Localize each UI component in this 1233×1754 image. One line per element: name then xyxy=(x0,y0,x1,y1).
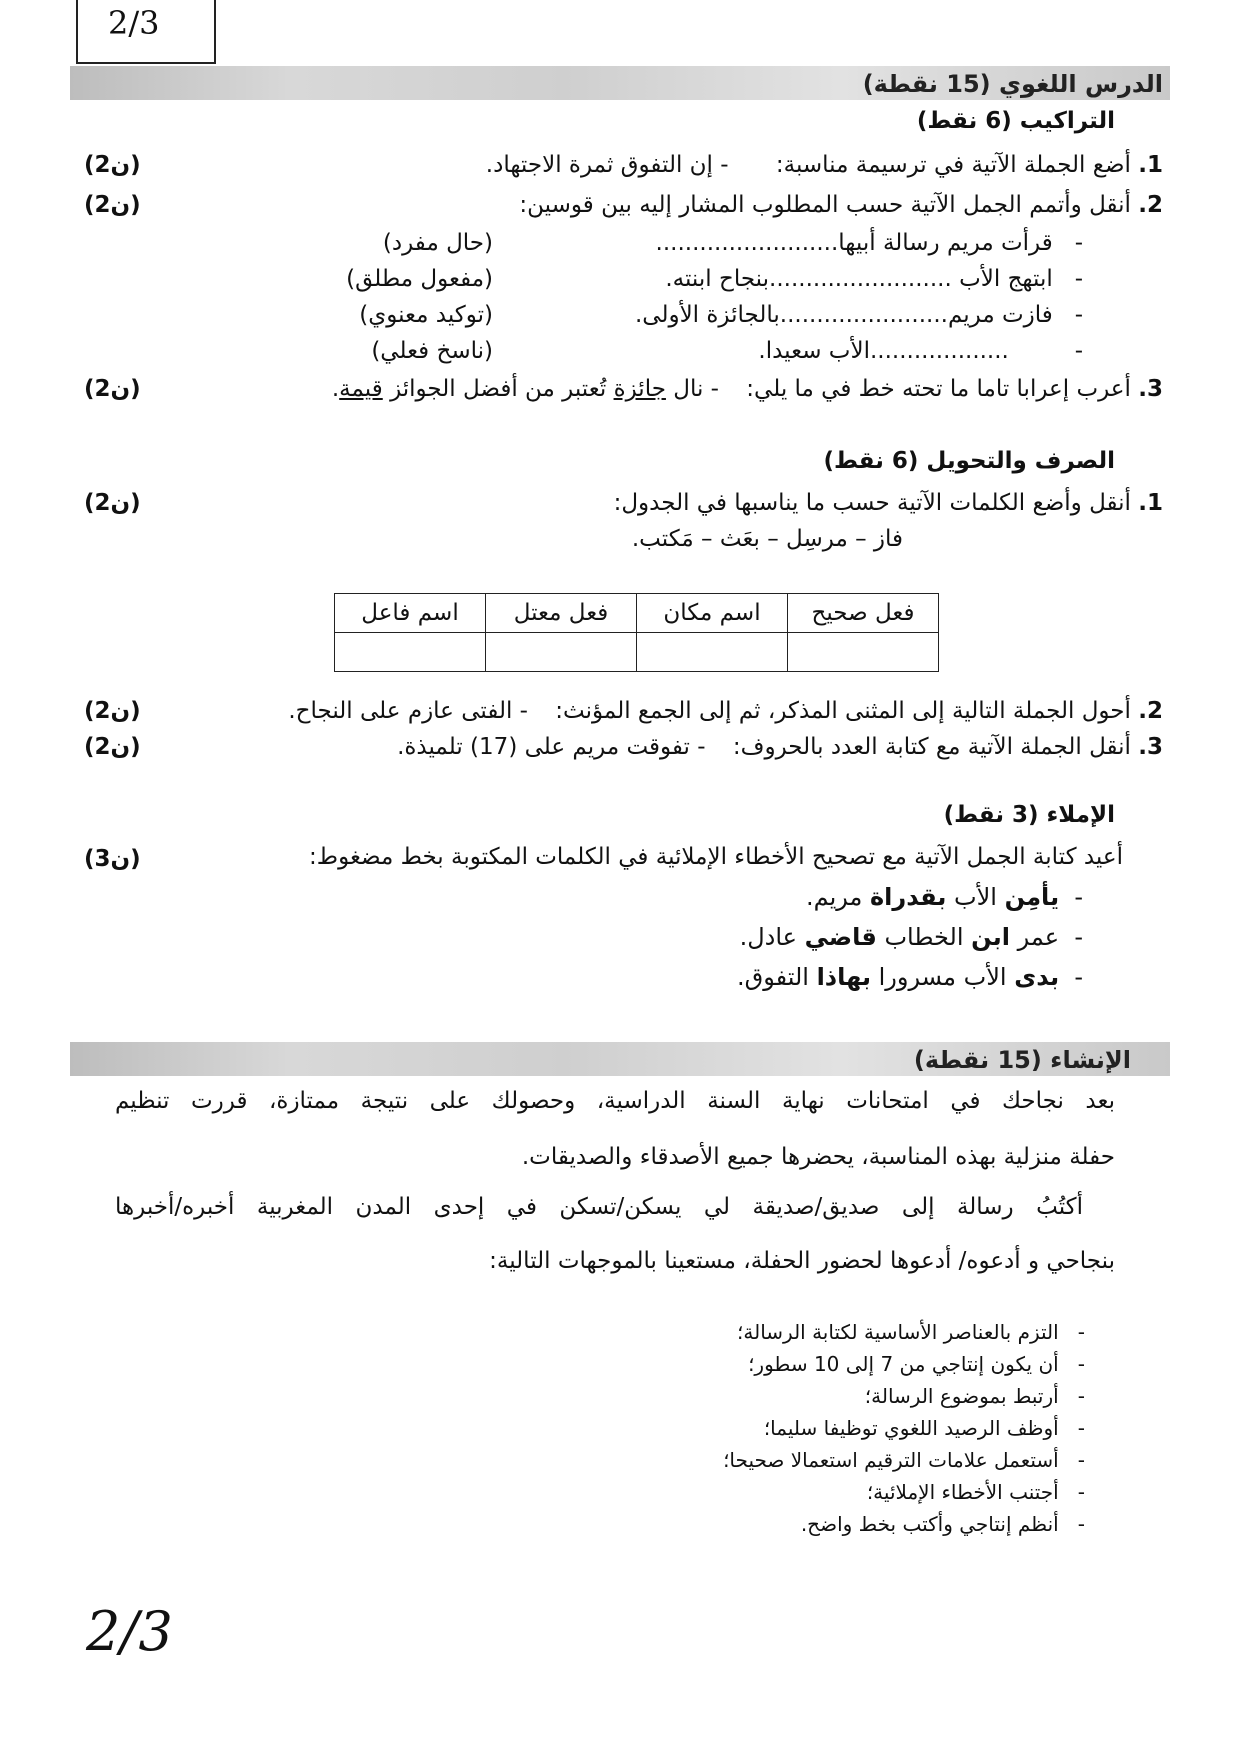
question-number: 3. xyxy=(1138,734,1163,760)
guidelines-list xyxy=(723,1316,1085,1540)
list-item xyxy=(758,336,1083,366)
bold-word: بقدراة xyxy=(870,883,947,911)
question-sentence: - إن التفوق ثمرة الاجتهاد. xyxy=(485,152,729,178)
list-item xyxy=(635,300,1083,330)
table-header-cell: فعل صحيح xyxy=(788,594,939,633)
composition-paragraph-2-line-2: بنجاحي و أدعوه/ أدعوها لحضور الحفلة، مستعينا بالموجهات التالية: xyxy=(489,1248,1115,1274)
classification-table xyxy=(334,593,939,672)
composition-paragraph-1-line-1: بعد نجاحك في امتحانات نهاية السنة الدراسية، وحصولك على نتيجة ممتازة، قررت تنظيم xyxy=(115,1088,1115,1114)
word-list: فاز – مرسِل – بعَث – مَكتب. xyxy=(631,526,903,552)
dictation-line-2: - عمر ابن الخطاب قاضي عادل. xyxy=(739,923,1083,951)
guideline-text: أجتنب الأخطاء الإملائية؛ xyxy=(866,1480,1059,1504)
dictation-heading: الإملاء (3 نقط) xyxy=(943,802,1115,828)
composition-paragraph-1-line-2: حفلة منزلية بهذه المناسبة، يحضرها جميع الأصدقاء والصديقات. xyxy=(521,1144,1115,1170)
composition-paragraph-2-line-1: أكتُبُ رسالة إلى صديق/صديقة لي يسكن/تسكن في إحدى المدن المغربية أخبره/أخبرها xyxy=(115,1194,1083,1220)
question-number: 2. xyxy=(1138,698,1163,724)
guideline-text: أرتبط بموضوع الرسالة؛ xyxy=(864,1384,1059,1408)
page-number: 2/3 xyxy=(108,4,160,42)
list-item-text: ابتهج الأب .........................بنجاح ابنته. xyxy=(665,266,1053,292)
plain-text: عمر xyxy=(1010,923,1060,951)
plain-text: الأب مسرورا xyxy=(871,963,1015,991)
list-dash: - xyxy=(1074,302,1083,328)
question-text: أنقل الجملة الآتية مع كتابة العدد بالحروف: xyxy=(732,734,1131,760)
list-item: - أرتبط بموضوع الرسالة؛ xyxy=(864,1384,1085,1408)
question-structures-1 xyxy=(486,150,1163,180)
question-structures-3 xyxy=(332,374,1163,404)
morphology-heading: الصرف والتحويل (6 نقط) xyxy=(823,448,1115,474)
points-label: (2ن) xyxy=(84,192,141,218)
list-item-text: فازت مريم.......................بالجائزة الأولى. xyxy=(634,302,1053,328)
table-row xyxy=(335,633,939,672)
guideline-text: أن يكون إنتاجي من 7 إلى 10 سطور؛ xyxy=(748,1352,1059,1376)
table-header-cell: فعل معتل xyxy=(486,594,637,633)
bold-word: يأمِن xyxy=(1004,883,1060,911)
points-label: (2ن) xyxy=(84,734,141,760)
table-cell-empty xyxy=(335,633,486,672)
page-number-box xyxy=(76,0,216,64)
underlined-word: قيمة xyxy=(339,376,383,402)
list-item: - أنظم إنتاجي وأكتب بخط واضح. xyxy=(800,1512,1085,1536)
question-structures-2 xyxy=(519,190,1163,220)
list-dash: - xyxy=(1074,266,1083,292)
guideline-text: أستعمل علامات الترقيم استعمالا صحيحا؛ xyxy=(723,1448,1059,1472)
points-label: (2ن) xyxy=(84,698,141,724)
list-item: - أوظف الرصيد اللغوي توظيفا سليما؛ xyxy=(763,1416,1085,1440)
plain-text: الأب xyxy=(946,883,1005,911)
question-morphology-1 xyxy=(614,488,1163,518)
question-text: أنقل وأضع الكلمات الآتية حسب ما يناسبها في الجدول: xyxy=(613,490,1131,516)
sentence-part: - نال xyxy=(673,376,719,402)
list-item: - أستعمل علامات الترقيم استعمالا صحيحا؛ xyxy=(723,1448,1085,1472)
list-item-text: ...................الأب سعيدا. xyxy=(758,338,1009,364)
bold-word: قاضي xyxy=(804,923,877,951)
question-number: 1. xyxy=(1138,490,1163,516)
table-cell-empty xyxy=(637,633,788,672)
list-item-hint: (مفعول مطلق) xyxy=(346,266,493,292)
list-item: - أجتنب الأخطاء الإملائية؛ xyxy=(866,1480,1085,1504)
dictation-instruction: أعيد كتابة الجمل الآتية مع تصحيح الأخطاء الإملائية في الكلمات المكتوبة بخط مضغوط: xyxy=(309,844,1123,870)
underlined-word: جائزة xyxy=(613,376,666,402)
list-item: - التزم بالعناصر الأساسية لكتابة الرسالة؛ xyxy=(737,1320,1085,1344)
points-label: (2ن) xyxy=(84,152,141,178)
question-number: 3. xyxy=(1138,376,1163,402)
question-morphology-3 xyxy=(397,732,1163,762)
question-text: أضع الجملة الآتية في ترسيمة مناسبة: xyxy=(775,152,1131,178)
list-item-hint: (حال مفرد) xyxy=(382,230,493,256)
section-title-language: الدرس اللغوي (15 نقطة) xyxy=(862,70,1163,98)
plain-text: عادل. xyxy=(739,923,805,951)
plain-text: التفوق. xyxy=(736,963,817,991)
table-header-cell: اسم مكان xyxy=(637,594,788,633)
list-item-hint: (توكيد معنوي) xyxy=(359,302,493,328)
handwritten-page-number: 2/3 xyxy=(86,1600,173,1663)
question-morphology-2 xyxy=(288,696,1163,726)
sentence-part: تُعتبر من أفضل الجوائز xyxy=(390,376,607,402)
question-text: أحول الجملة التالية إلى المثنى المذكر، ثم إلى الجمع المؤنث: xyxy=(555,698,1131,724)
section-title-composition: الإنشاء (15 نقطة) xyxy=(913,1046,1131,1074)
question-number: 1. xyxy=(1138,152,1163,178)
plain-text: مريم. xyxy=(806,883,871,911)
dictation-line-1: - يأمِن الأب بقدراة مريم. xyxy=(806,883,1083,911)
sentence-part: . xyxy=(331,376,340,402)
question-text: أنقل وأتمم الجمل الآتية حسب المطلوب المشار إليه بين قوسين: xyxy=(519,192,1131,218)
plain-text: الخطاب xyxy=(876,923,972,951)
question-sentence: - تفوقت مريم على (17) تلميذة. xyxy=(397,734,706,760)
guideline-text: أنظم إنتاجي وأكتب بخط واضح. xyxy=(800,1512,1059,1536)
list-item xyxy=(665,264,1083,294)
bold-word: ابن xyxy=(971,923,1010,951)
table-header-cell: اسم فاعل xyxy=(335,594,486,633)
table-cell-empty xyxy=(788,633,939,672)
guideline-text: التزم بالعناصر الأساسية لكتابة الرسالة؛ xyxy=(737,1320,1059,1344)
question-number: 2. xyxy=(1138,192,1163,218)
list-item-hint: (ناسخ فعلي) xyxy=(371,338,493,364)
points-label: (2ن) xyxy=(84,490,141,516)
question-text: أعرب إعرابا تاما ما تحته خط في ما يلي: xyxy=(746,376,1131,402)
question-sentence: - الفتى عازم على النجاح. xyxy=(288,698,528,724)
points-label: (2ن) xyxy=(84,376,141,402)
guideline-text: أوظف الرصيد اللغوي توظيفا سليما؛ xyxy=(763,1416,1059,1440)
bold-word: بهاذا xyxy=(816,963,871,991)
bold-word: بدى xyxy=(1014,963,1060,991)
list-item-text: قرأت مريم رسالة أبيها......................... xyxy=(655,230,1053,256)
structures-heading: التراكيب (6 نقط) xyxy=(916,108,1115,134)
points-label: (3ن) xyxy=(84,846,141,872)
table-cell-empty xyxy=(486,633,637,672)
dictation-line-3: - بدى الأب مسرورا بهاذا التفوق. xyxy=(736,963,1083,991)
list-dash: - xyxy=(1074,338,1083,364)
list-dash: - xyxy=(1074,230,1083,256)
list-item xyxy=(656,228,1083,258)
list-item: - أن يكون إنتاجي من 7 إلى 10 سطور؛ xyxy=(748,1352,1085,1376)
table-header-row xyxy=(335,594,939,633)
